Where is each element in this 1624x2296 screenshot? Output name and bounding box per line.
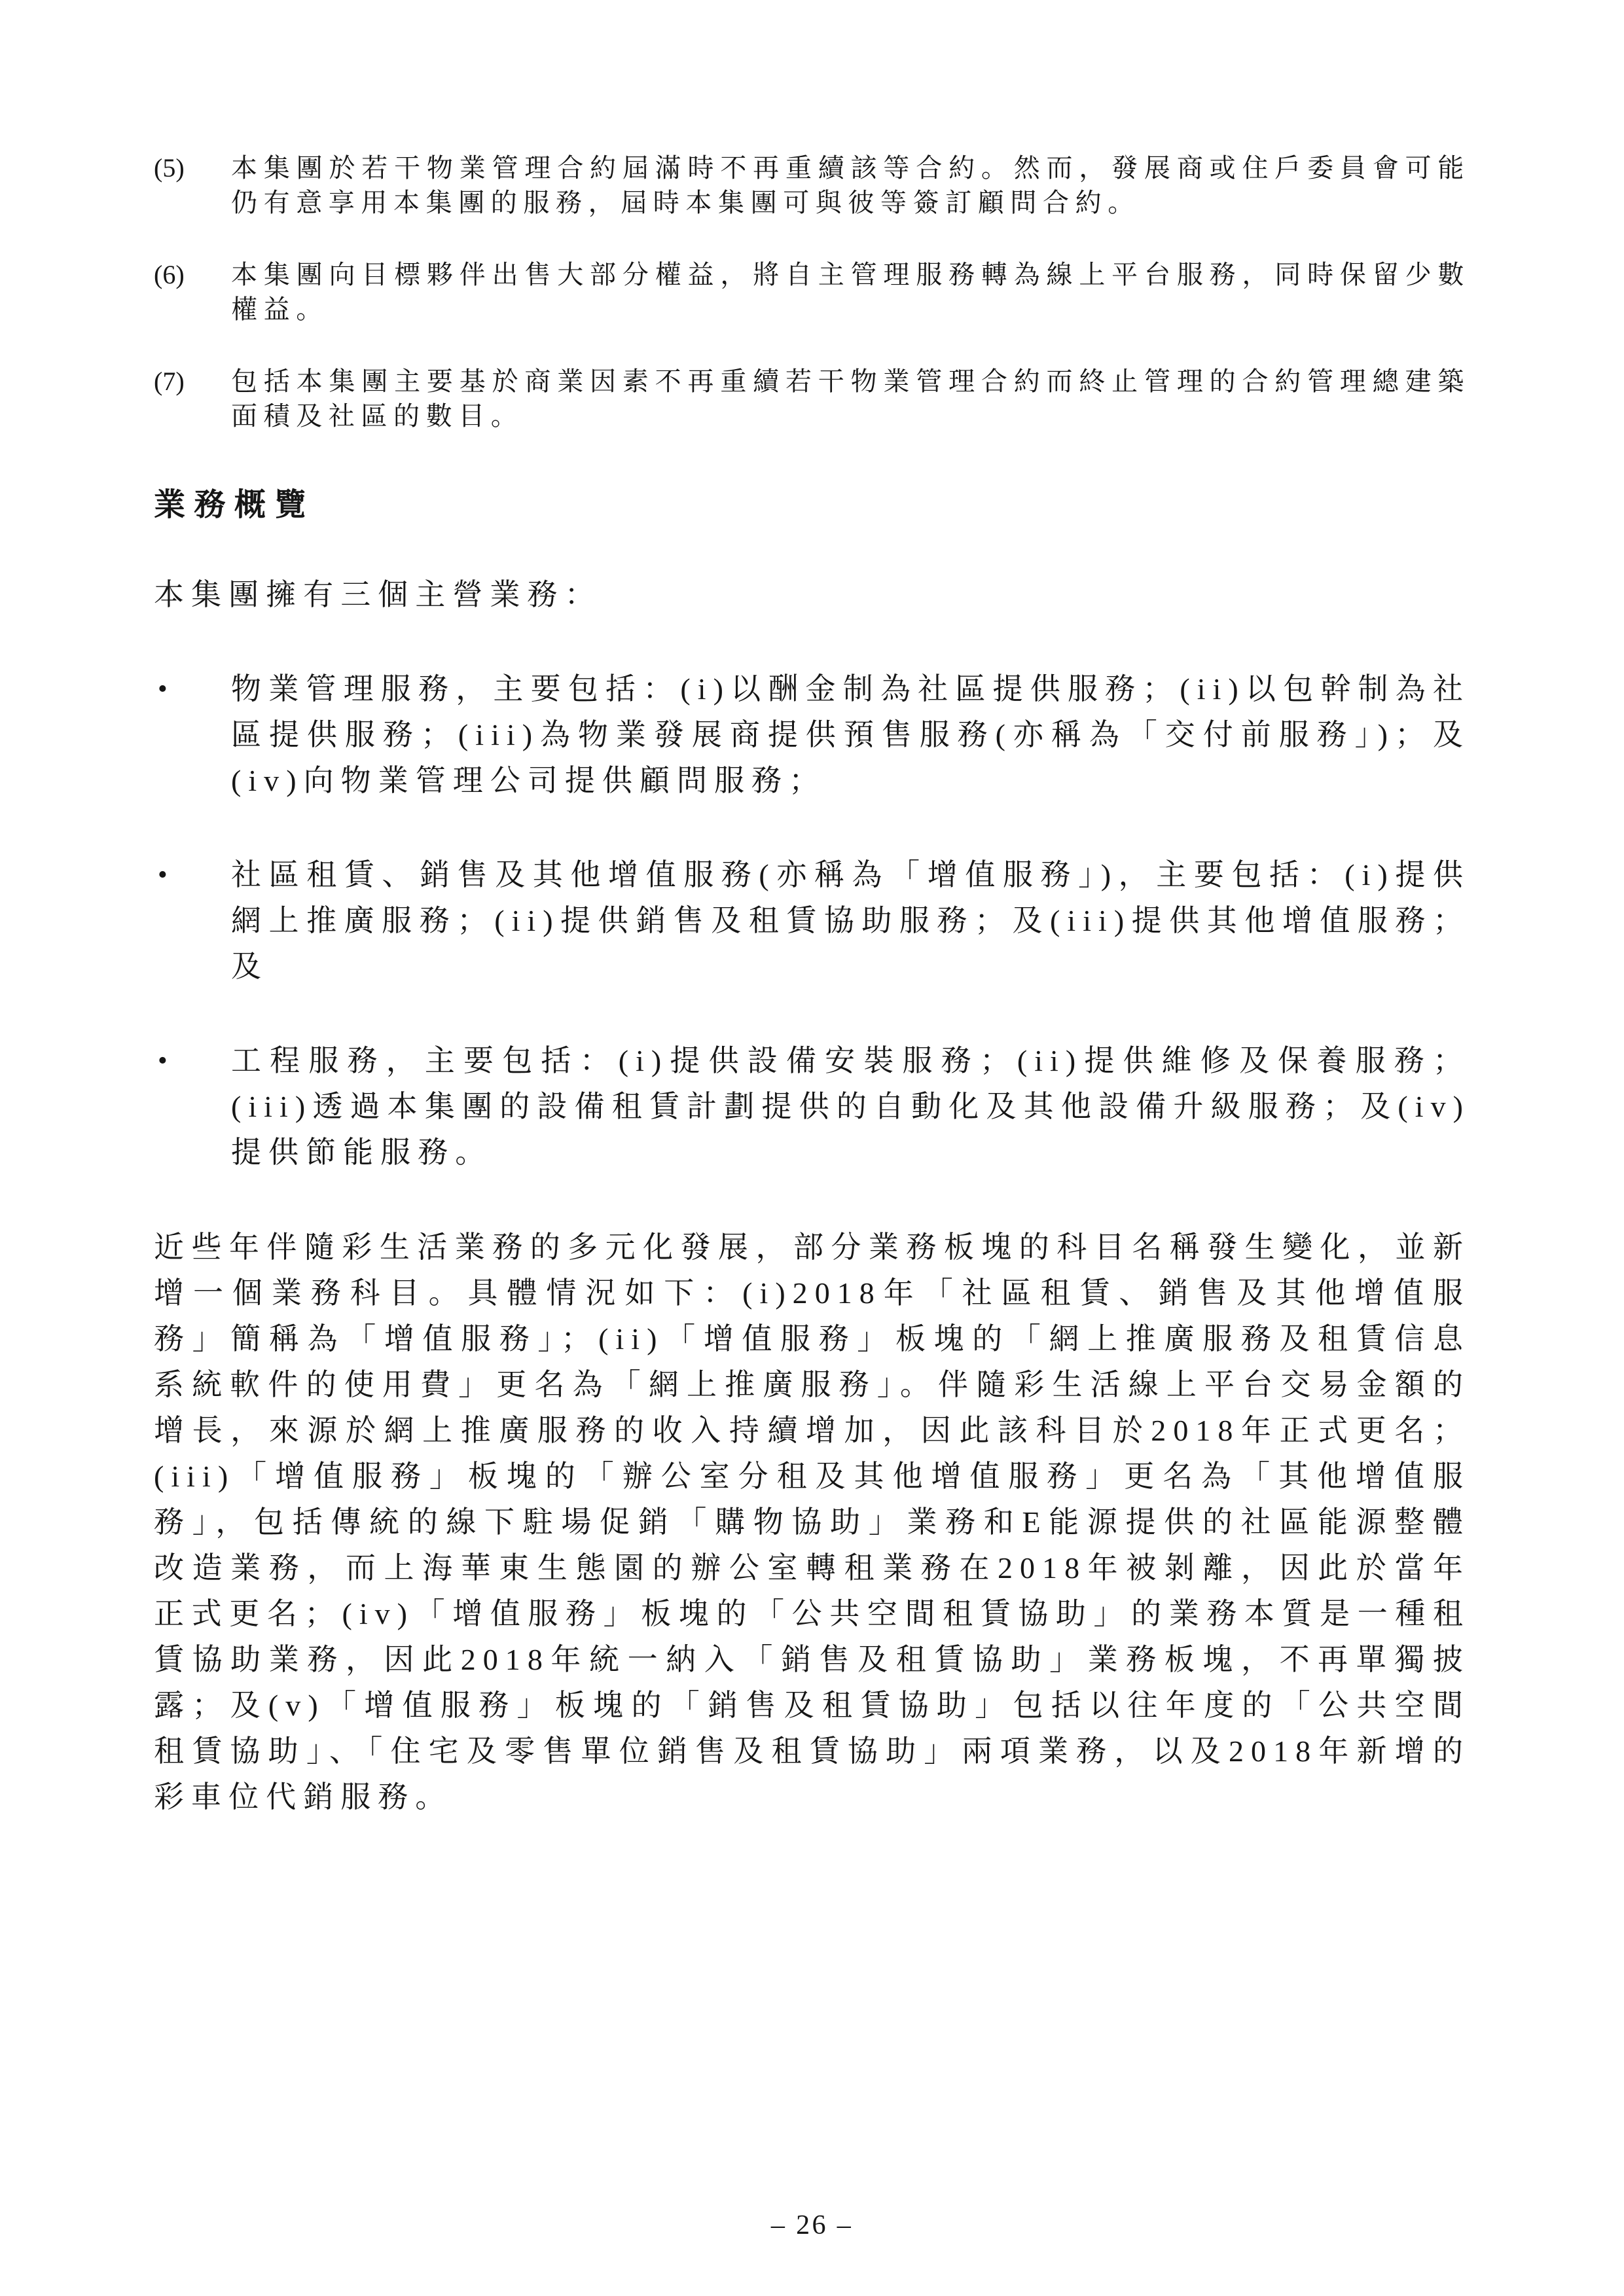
bullet-icon: • [158, 860, 168, 890]
bullet-item-value-added-services [154, 852, 1470, 990]
footnote-number: (7) [154, 367, 185, 396]
footnote-text: 包括本集團主要基於商業因素不再重續若干物業管理合約而終止管理的合約管理總建築面積及社區的數目。 [231, 367, 1470, 431]
footnote-number: (6) [154, 260, 185, 289]
section-intro: 本集團擁有三個主營業務： [154, 578, 602, 611]
page-content [154, 0, 1470, 1820]
footnote-5 [154, 151, 1470, 220]
bullet-item-property-management [154, 666, 1470, 804]
footnote-7 [154, 364, 1470, 433]
body-paragraph: 近些年伴隨彩生活業務的多元化發展，部分業務板塊的科目名稱發生變化，並新增一個業務科目。具體情況如下：(i)2018年「社區租賃、銷售及其他增值服務」簡稱為「增值服務」；(ii)「增值服務」板塊的「網上推廣服務及租賃信息系統軟件的使用費」更名為「網上推廣服務」。伴隨彩生活線上平台交易金額的增長，來源於網上推廣服務的收入持續增加，因此該科目於2018年正式更名；(iii)「增值服務」板塊的「辦公室分租及其他增值服務」更名為「其他增值服務」，包括傳統的線下駐場促銷「購物協助」業務和E能源提供的社區能源整體改造業務，而上海華東生態園的辦公室轉租業務在2018年被剝離，因此於當年正式更名；(iv)「增值服務」板塊的「公共空間租賃協助」的業務本質是一種租賃協助業務，因此2018年統一納入「銷售及租賃協助」業務板塊，不再單獨披露；及(v)「增值服務」板塊的「銷售及租賃協助」包括以往年度的「公共空間租賃協助」、「住宅及零售單位銷售及租賃協助」兩項業務，以及2018年新增的彩車位代銷服務。 [154, 1230, 1470, 1814]
footnote-text: 本集團向目標夥伴出售大部分權益，將自主管理服務轉為線上平台服務，同時保留少數權益。 [231, 260, 1470, 324]
section-heading: 業務概覽 [154, 488, 315, 522]
bullet-icon: • [158, 1046, 168, 1076]
bullet-text: 社區租賃、銷售及其他增值服務(亦稱為「增值服務」)，主要包括：(i)提供網上推廣服務；(ii)提供銷售及租賃協助服務；及(iii)提供其他增值服務；及 [231, 858, 1470, 983]
footnote-text: 本集團於若干物業管理合約屆滿時不再重續該等合約。然而，發展商或住戶委員會可能仍有意享用本集團的服務，屆時本集團可與彼等簽訂顧問合約。 [231, 153, 1470, 217]
bullet-text: 工程服務，主要包括：(i)提供設備安裝服務；(ii)提供維修及保養服務；(iii)透過本集團的設備租賃計劃提供的自動化及其他設備升級服務；及(iv)提供節能服務。 [231, 1044, 1470, 1169]
bullet-text: 物業管理服務，主要包括：(i)以酬金制為社區提供服務；(ii)以包幹制為社區提供服務；(iii)為物業發展商提供預售服務(亦稱為「交付前服務」)；及(iv)向物業管理公司提供顧問服務； [231, 672, 1470, 797]
bullet-item-engineering-services [154, 1038, 1470, 1175]
footnotes [154, 151, 1470, 433]
footnote-number: (5) [154, 153, 185, 183]
footnote-6 [154, 257, 1470, 327]
page-number: – 26 – [770, 2210, 854, 2240]
bullet-icon: • [158, 674, 168, 704]
